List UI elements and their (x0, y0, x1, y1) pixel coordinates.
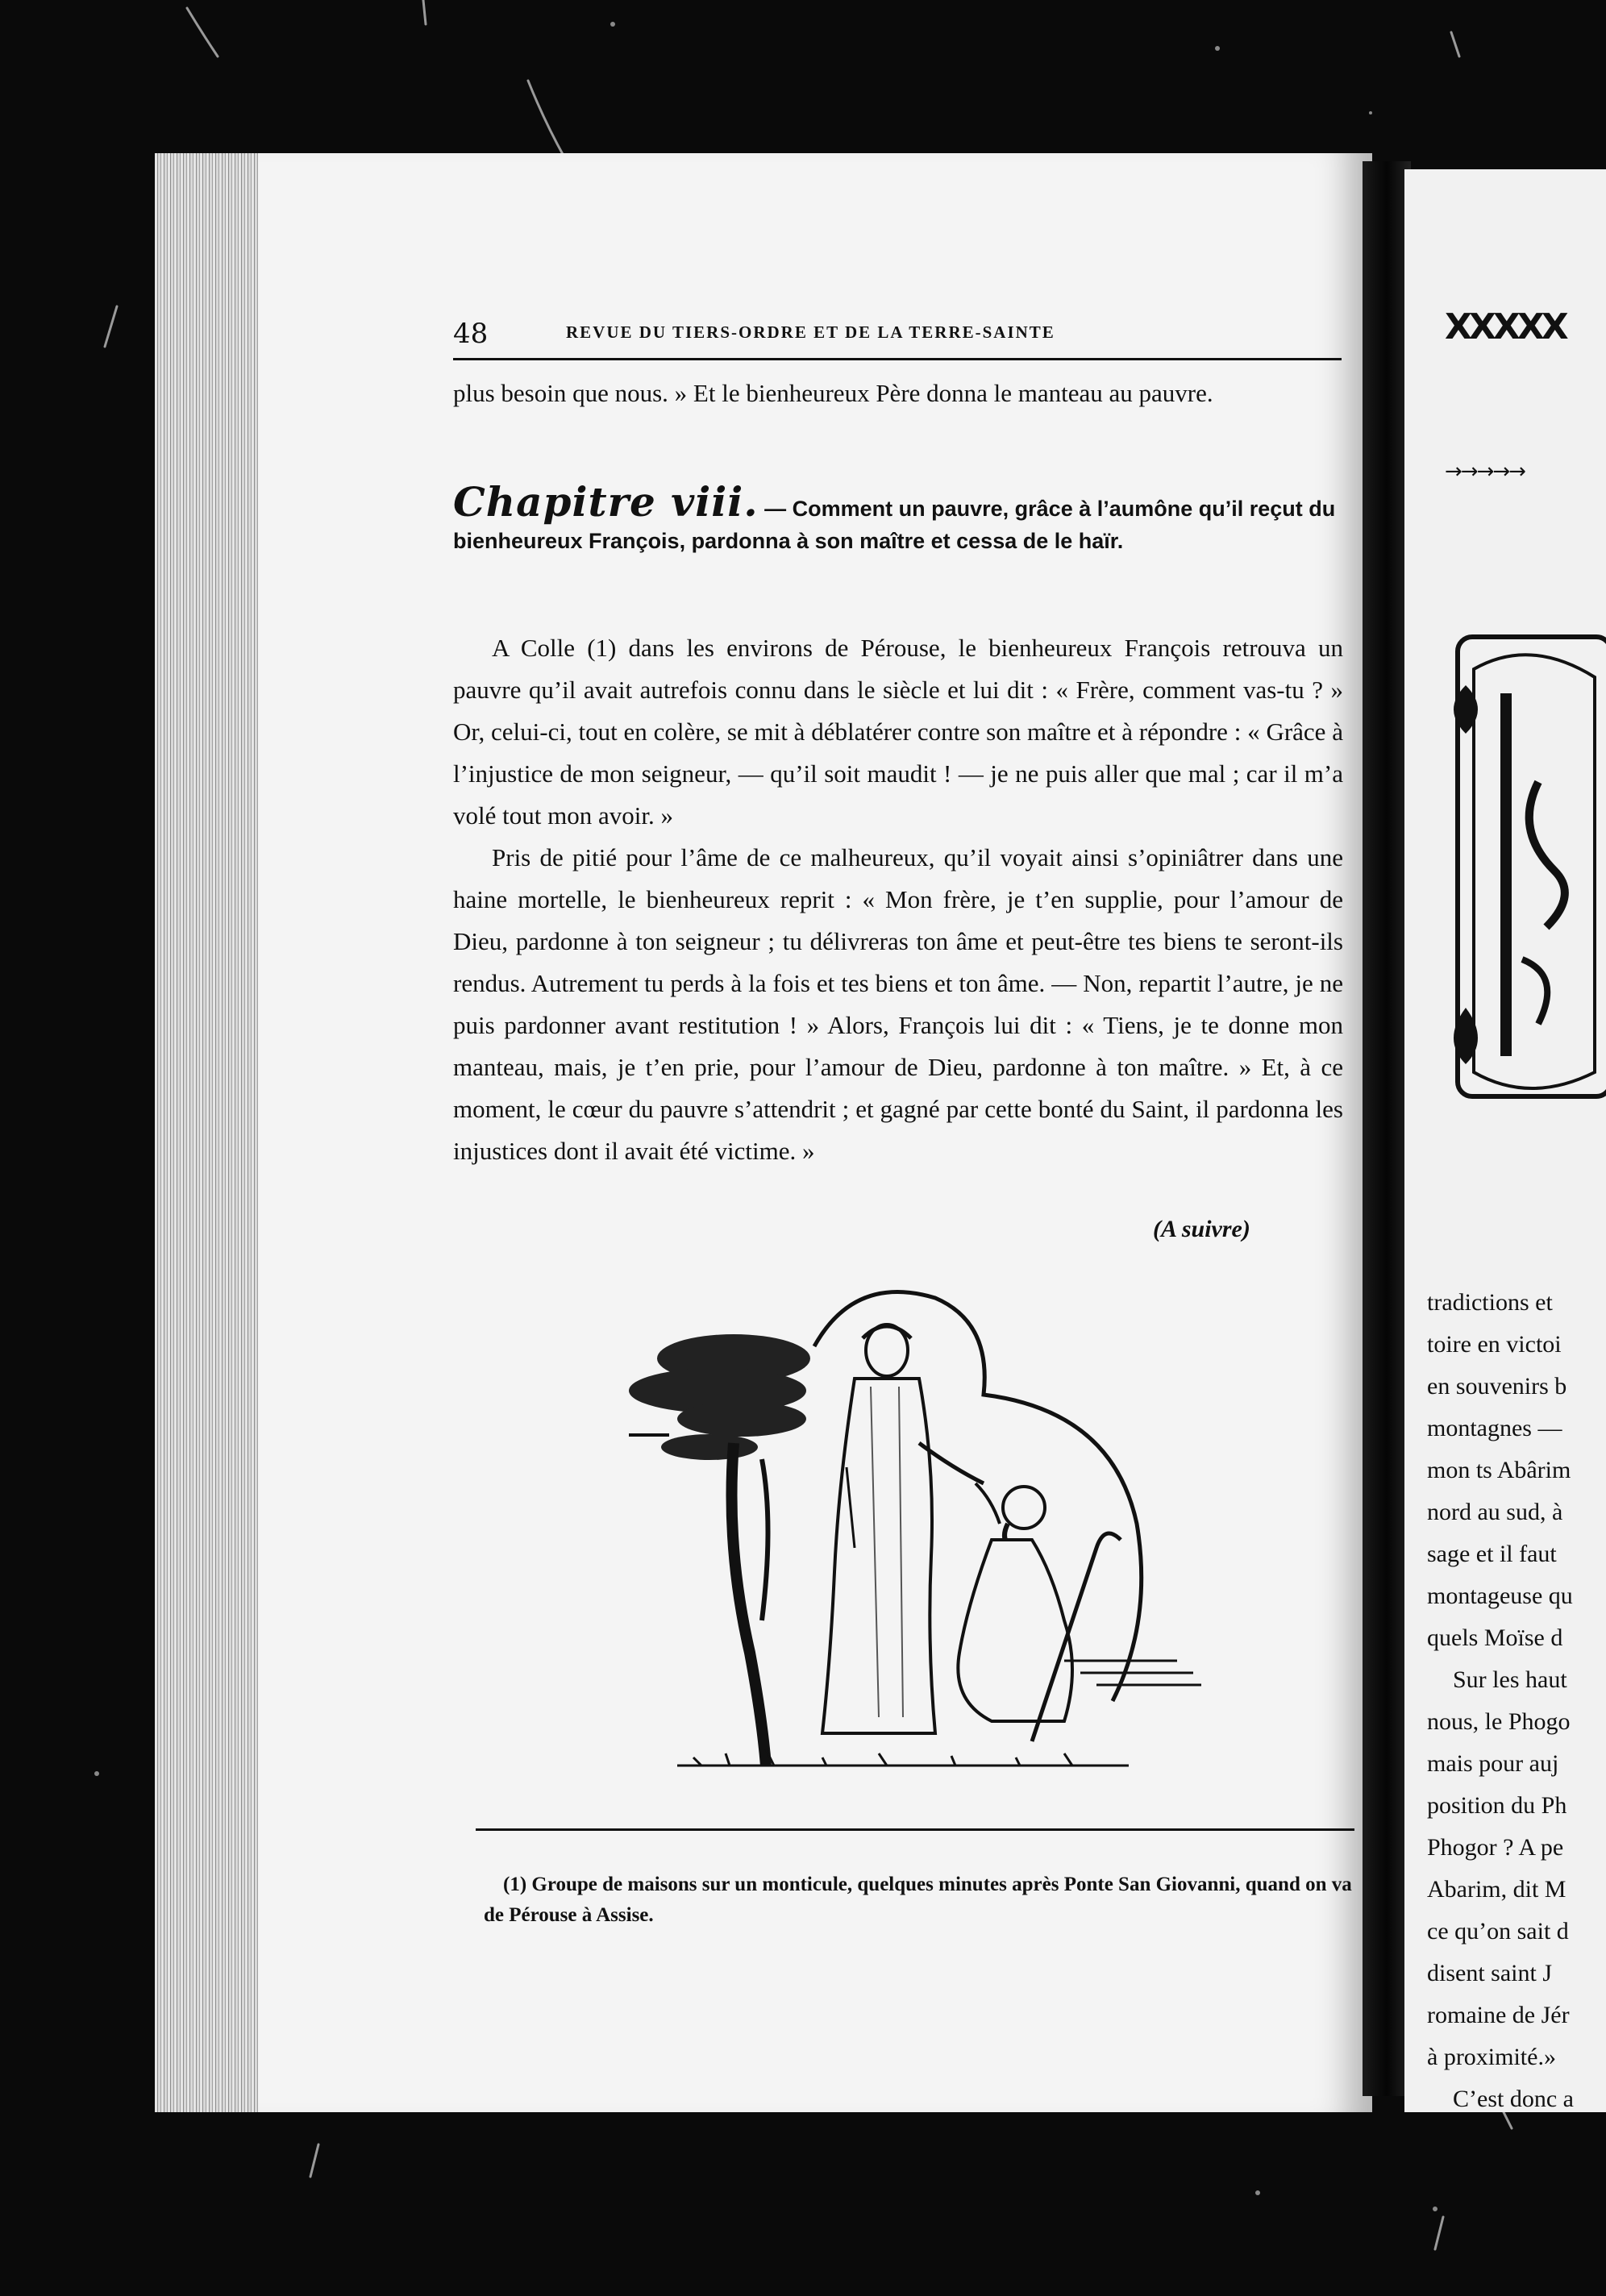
right-line: C’est donc a (1453, 2086, 1574, 2112)
book-gutter (1363, 161, 1411, 2096)
right-line: montageuse qu (1427, 1583, 1573, 1609)
right-line: disent saint J (1427, 1960, 1552, 1986)
running-head (453, 313, 1342, 360)
right-line: toire en victoi (1427, 1331, 1562, 1358)
decorated-initial-letter (1442, 621, 1606, 1121)
dash-ornament: →→→→→ (1445, 460, 1525, 484)
right-line: position du Ph (1427, 1792, 1567, 1819)
right-page-text (1427, 1282, 1606, 2112)
saint-francis-illustration (613, 1282, 1338, 1814)
right-line: Sur les haut (1453, 1666, 1567, 1693)
continuation-paragraph: plus besoin que nous. » Et le bienheureux Père donna le manteau au pauvre. (453, 379, 1213, 407)
book-page-stack (155, 153, 261, 2112)
chapter-title: — Comment un pauvre, grâce à l’aumône qu’il reçut du bienheureux François, pardonna à son maître et cessa de le haïr. (453, 497, 1336, 553)
right-line: sage et il faut (1427, 1541, 1557, 1567)
right-line: mon ts Abârim (1427, 1457, 1571, 1483)
right-line: quels Moïse d (1427, 1624, 1563, 1651)
right-line: tradictions et (1427, 1289, 1553, 1316)
continuation-text (453, 372, 1343, 414)
right-page (1404, 169, 1606, 2112)
right-line: à proximité.» (1427, 2044, 1556, 2070)
paragraph-2: Pris de pitié pour l’âme de ce malheureux, qu’il voyait ainsi s’opiniâtrer dans une haine mortelle, le bienheureux reprit : « Mon frère, je t’en supplie, pour l’amour de Dieu, pardonne à ton seigneur ; tu délivreras ton âme et peut-être tes biens te seront-ils rendus. Autrement tu perds à la fois et tes biens et ton âme. — Non, repartit l’autre, je ne puis pardonner avant restitution ! » Alors, François lui dit : « Tiens, je te donne mon manteau, mais, je t’en prie, pour l’amour de Dieu, pardonne à ton maître. » Et, à ce moment, le cœur du pauvre s’attendrit ; et gagné par cette bonté du Saint, il pardonna les injustices dont il avait été victime. » (453, 843, 1343, 1165)
right-line: ce qu’on sait d (1427, 1918, 1569, 1945)
footnote-rule (476, 1828, 1354, 1831)
right-line: Abarim, dit M (1427, 1876, 1566, 1903)
right-line: romaine de Jér (1427, 2002, 1570, 2028)
chapter-label: Chapitre viii. (453, 478, 759, 526)
chapter-heading (453, 478, 1348, 557)
a-suivre-note: (A suivre) (1153, 1216, 1250, 1242)
right-line: Phogor ? A pe (1427, 1834, 1564, 1861)
page-number: 48 (453, 318, 489, 350)
footnote: (1) Groupe de maisons sur un monticule, quelques minutes après Ponte San Giovanni, quand on va de Pérouse à Assise. (484, 1874, 1352, 1926)
chapter-body (453, 627, 1343, 1172)
right-line: nous, le Phogo (1427, 1708, 1571, 1735)
paragraph-1: A Colle (1) dans les environs de Pérouse, le bienheureux François retrouva un pauvre qu’il avait autrefois connu dans le siècle et lui dit : « Frère, comment vas-tu ? » Or, celui-ci, tout en colère, se mit à déblatérer contre son maître et à répondre : « Grâce à l’injustice de mon seigneur, — qu’il soit maudit ! — je ne puis aller que mal ; car il m’a volé tout mon avoir. » (453, 634, 1343, 830)
running-head-title: REVUE DU TIERS-ORDRE ET DE LA TERRE-SAINTE (566, 322, 1055, 342)
right-line: mais pour auj (1427, 1750, 1559, 1777)
right-line: nord au sud, à (1427, 1499, 1563, 1525)
right-line: montagnes — (1427, 1415, 1562, 1441)
ornamental-border: XXXXX (1445, 306, 1566, 347)
right-line: en souvenirs b (1427, 1373, 1567, 1400)
